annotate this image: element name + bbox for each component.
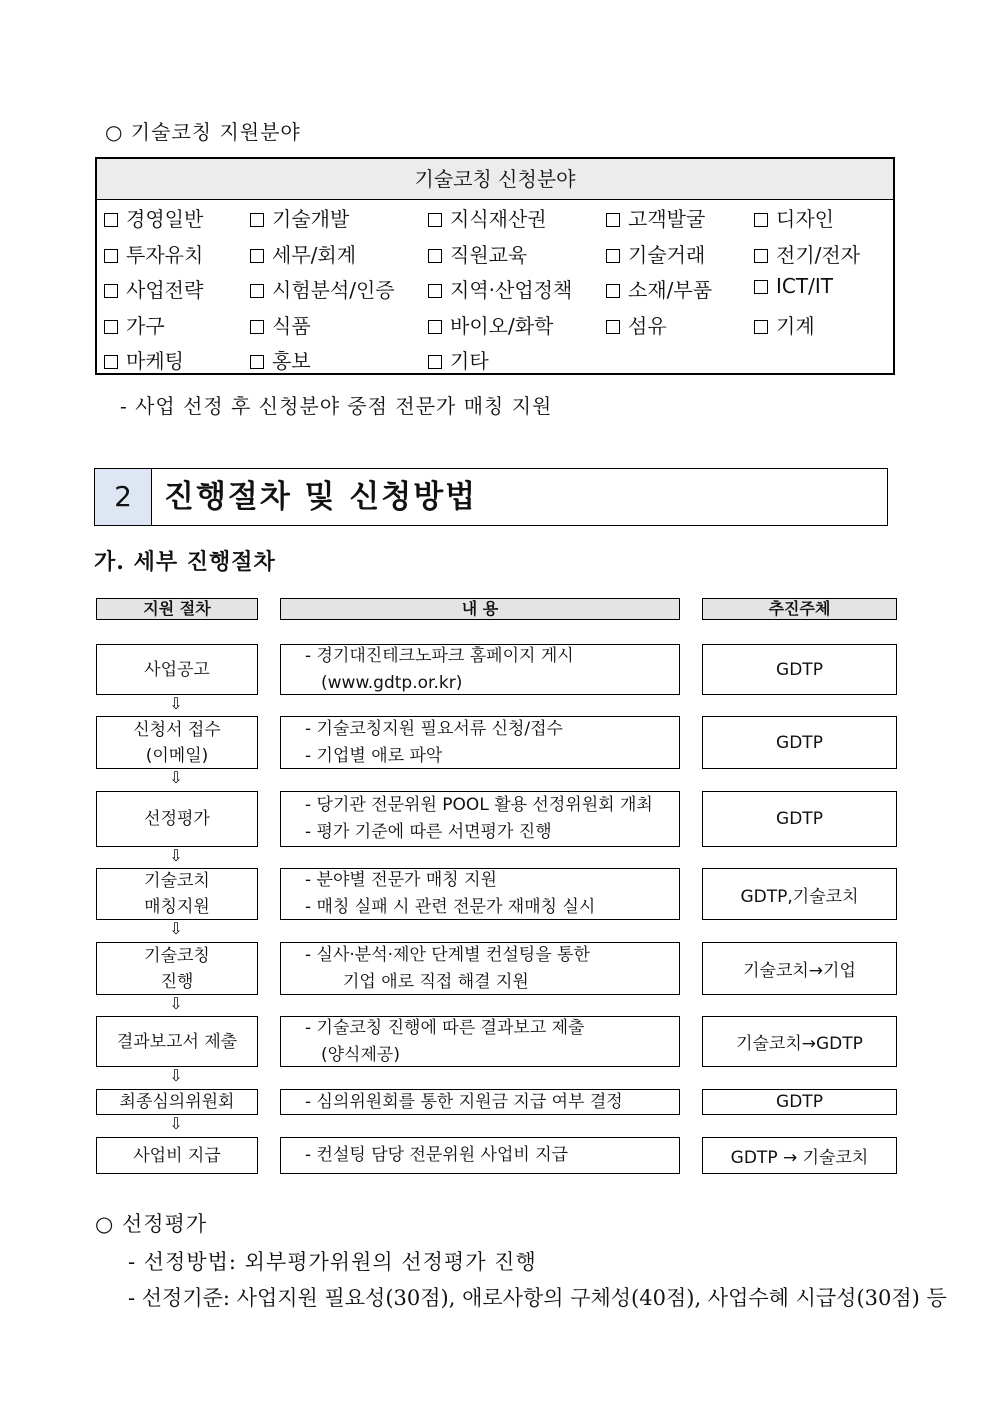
owner-box: 기술코치→기업 (702, 942, 897, 995)
owner-box: GDTP,기술코치 (702, 868, 897, 920)
content-box (280, 1016, 680, 1067)
owner-box: 기술코치→GDTP (702, 1016, 897, 1067)
step-box (96, 1137, 258, 1174)
content-line: - 매칭 실패 시 관련 전문가 재매칭 실시 (305, 897, 596, 917)
field-table-header: 기술코칭 신청분야 (97, 159, 893, 200)
checkbox-icon[interactable] (250, 284, 264, 298)
checkbox-icon[interactable] (250, 320, 264, 334)
field-option[interactable] (606, 274, 712, 303)
subsection-title: 가. 세부 진행절차 (94, 549, 276, 575)
field-option[interactable] (754, 239, 860, 268)
field-option[interactable] (428, 274, 572, 303)
content-line: - 경기대진테크노파크 홈페이지 게시 (305, 645, 574, 666)
section-title: 진행절차 및 신청방법 (164, 479, 478, 515)
step-label: 기술코칭 (144, 945, 210, 966)
field-option-label: 세무/회계 (272, 242, 357, 267)
checkbox-icon[interactable] (428, 249, 442, 263)
step-box (96, 716, 258, 769)
field-option[interactable] (428, 345, 489, 374)
down-arrow-icon: ⇩ (169, 694, 183, 713)
checkbox-icon[interactable] (104, 249, 118, 263)
selection-heading: ○ 선정평가 (95, 1212, 208, 1236)
step-label: (이메일) (145, 745, 209, 766)
step-label: 신청서 접수 (133, 719, 221, 740)
content-line: - 당기관 전문위원 POOL 활용 선정위원회 개최 (305, 795, 653, 815)
field-option[interactable] (428, 203, 547, 232)
field-note: - 사업 선정 후 신청분야 중점 전문가 매칭 지원 (120, 394, 553, 418)
content-box (280, 644, 680, 695)
field-option[interactable] (250, 310, 311, 339)
content-box (280, 942, 680, 995)
field-option[interactable] (754, 203, 834, 232)
down-arrow-icon: ⇩ (169, 919, 183, 938)
field-option[interactable] (754, 310, 815, 339)
field-option-label: 직원교육 (450, 242, 528, 267)
field-option-label: 섬유 (628, 313, 667, 338)
content-line: (www.gdtp.or.kr) (321, 672, 463, 693)
step-label: 진행 (160, 971, 194, 992)
header-content: 내 용 (280, 598, 680, 620)
field-option[interactable] (104, 345, 184, 374)
field-option[interactable] (104, 239, 203, 268)
step-box (96, 1016, 258, 1067)
field-option-label: 시험분석/인증 (272, 278, 395, 302)
content-line: - 평가 기준에 따른 서면평가 진행 (305, 822, 552, 842)
checkbox-icon[interactable] (250, 213, 264, 227)
checkbox-icon[interactable] (428, 213, 442, 227)
content-line: - 컨설팅 담당 전문위원 사업비 지급 (305, 1145, 569, 1165)
owner-box: GDTP (702, 644, 897, 695)
field-option[interactable] (606, 239, 705, 268)
content-box (280, 868, 680, 920)
field-option[interactable] (428, 310, 553, 339)
field-option-label: 바이오/화학 (450, 313, 554, 338)
checkbox-icon[interactable] (104, 284, 118, 298)
field-option-label: 가구 (126, 313, 165, 338)
section-number: 2 (95, 469, 152, 525)
checkbox-icon[interactable] (104, 320, 118, 334)
field-option-label: 기타 (450, 349, 489, 373)
content-box (280, 1089, 680, 1115)
field-option-label: 투자유치 (126, 242, 204, 267)
step-box (96, 942, 258, 995)
owner-box: GDTP (702, 716, 897, 769)
checkbox-icon[interactable] (606, 320, 620, 334)
field-option-label: ICT/IT (776, 274, 833, 298)
content-line: - 기업별 애로 파악 (305, 745, 443, 766)
checkbox-icon[interactable] (754, 280, 768, 294)
field-option-label: 지식재산권 (450, 207, 547, 231)
checkbox-icon[interactable] (428, 320, 442, 334)
field-option[interactable] (250, 203, 349, 232)
owner-box: GDTP (702, 1089, 897, 1115)
step-label: 선정평가 (144, 809, 210, 829)
step-box (96, 868, 258, 920)
checkbox-icon[interactable] (754, 320, 768, 334)
owner-box: GDTP → 기술코치 (702, 1137, 897, 1174)
step-label: 매칭지원 (144, 897, 210, 917)
content-line: (양식제공) (321, 1044, 400, 1065)
checkbox-icon[interactable] (250, 355, 264, 369)
checkbox-icon[interactable] (754, 249, 768, 263)
content-line: - 심의위원회를 통한 지원금 지급 여부 결정 (305, 1091, 623, 1112)
down-arrow-icon: ⇩ (169, 846, 183, 865)
content-line: 기업 애로 직접 해결 지원 (343, 971, 529, 992)
checkbox-icon[interactable] (606, 249, 620, 263)
selection-criteria: - 선정기준: 사업지원 필요성(30점), 애로사항의 구체성(40점), 사업수혜 시급성(30점) 등 (128, 1286, 947, 1310)
step-label: 기술코치 (144, 871, 210, 891)
field-option[interactable] (606, 203, 705, 232)
support-fields-heading: ○ 기술코칭 지원분야 (105, 120, 301, 144)
support-field-table (95, 157, 895, 375)
down-arrow-icon: ⇩ (169, 768, 183, 787)
step-box (96, 791, 258, 847)
field-option-label: 경영일반 (126, 207, 204, 231)
down-arrow-icon: ⇩ (169, 1114, 183, 1133)
field-option-label: 고객발굴 (628, 207, 706, 231)
step-label: 결과보고서 제출 (116, 1031, 238, 1052)
field-option[interactable] (250, 345, 311, 374)
checkbox-icon[interactable] (754, 213, 768, 227)
field-option-label: 소재/부품 (628, 278, 713, 302)
checkbox-icon[interactable] (606, 213, 620, 227)
checkbox-icon[interactable] (104, 213, 118, 227)
field-option[interactable] (250, 274, 395, 303)
step-label: 사업비 지급 (133, 1145, 221, 1166)
checkbox-icon[interactable] (250, 249, 264, 263)
content-box (280, 1137, 680, 1174)
owner-box: GDTP (702, 791, 897, 847)
field-option-label: 지역·산업정책 (450, 278, 573, 302)
field-option[interactable] (104, 310, 165, 339)
step-box (96, 1089, 258, 1115)
field-option[interactable] (104, 274, 203, 303)
field-option-label: 디자인 (776, 207, 834, 231)
checkbox-icon[interactable] (428, 284, 442, 298)
section-2-header (94, 468, 888, 526)
header-step: 지원 절차 (96, 598, 258, 620)
field-option-label: 마케팅 (126, 349, 184, 373)
selection-method: - 선정방법: 외부평가위원의 선정평가 진행 (128, 1250, 537, 1274)
field-option-label: 기술거래 (628, 242, 706, 267)
step-label: 사업공고 (144, 659, 210, 680)
field-option-label: 식품 (272, 313, 311, 338)
field-option[interactable] (754, 274, 833, 298)
field-option[interactable] (606, 310, 667, 339)
field-option[interactable] (250, 239, 356, 268)
content-line: - 실사·분석·제안 단계별 컨설팅을 통한 (305, 944, 590, 965)
field-option-label: 기계 (776, 313, 815, 338)
checkbox-icon[interactable] (104, 355, 118, 369)
step-label: 최종심의위원회 (119, 1092, 235, 1112)
content-box (280, 716, 680, 769)
step-box (96, 644, 258, 695)
field-option[interactable] (104, 203, 203, 232)
header-owner: 추진주체 (702, 598, 897, 620)
down-arrow-icon: ⇩ (169, 1066, 183, 1085)
field-option-label: 사업전략 (126, 278, 204, 302)
checkbox-icon[interactable] (606, 284, 620, 298)
field-option-label: 홍보 (272, 349, 311, 373)
content-line: - 기술코칭지원 필요서류 신청/접수 (305, 718, 563, 739)
field-option-label: 전기/전자 (776, 242, 861, 267)
field-option-label: 기술개발 (272, 207, 350, 231)
field-option[interactable] (428, 239, 527, 268)
down-arrow-icon: ⇩ (169, 994, 183, 1013)
content-line: - 기술코칭 진행에 따른 결과보고 제출 (305, 1017, 585, 1038)
content-line: - 분야별 전문가 매칭 지원 (305, 870, 497, 890)
content-box (280, 791, 680, 847)
checkbox-icon[interactable] (428, 355, 442, 369)
